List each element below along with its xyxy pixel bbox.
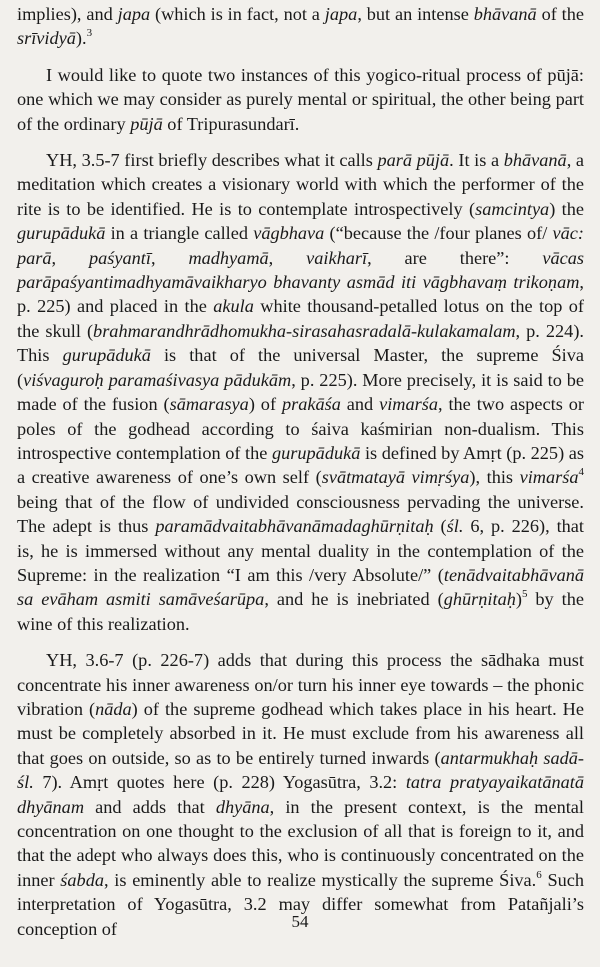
text-run: by the wine of this realization. xyxy=(17,589,584,634)
text-run: , are there”: xyxy=(367,247,543,268)
italic-term: svātmatayā vimṛśya xyxy=(321,467,470,488)
italic-term: paramādvaitabhāvanāmadaghūrṇitaḥ xyxy=(155,516,434,537)
text-run: , p. 225) and placed in the xyxy=(17,272,584,317)
text-run: ) xyxy=(515,589,522,610)
italic-term: vācas parāpaśyantimadhyamāvaikharyo bhavanty asmād iti vāgbhavaṃ trikoṇam xyxy=(17,247,585,293)
text-run: ). xyxy=(75,28,87,49)
text-run: and xyxy=(340,394,380,415)
text-run: . It is a xyxy=(449,150,504,171)
italic-term: vāgbhava xyxy=(253,223,325,244)
italic-term: śl. xyxy=(446,516,464,537)
text-run: of Tripurasundarī. xyxy=(162,113,300,134)
italic-term: dhyāna xyxy=(215,796,270,817)
text-run: and adds that xyxy=(84,796,216,817)
italic-term: paśyantī xyxy=(89,247,151,268)
italic-term: gurupādukā xyxy=(62,345,151,366)
text-run: 7). Amṛt quotes here (p. 228) Yogasūtra, 3.2: xyxy=(33,772,406,793)
italic-term: viśvaguroḥ paramaśivasya pādukām xyxy=(23,369,292,390)
italic-term: bhāvanā xyxy=(503,150,567,171)
italic-term: akula xyxy=(213,296,254,317)
text-run: in a triangle called xyxy=(105,223,254,244)
italic-term: pūjā xyxy=(130,113,163,134)
text-run: being that of the flow of undivided consciousness pervading the universe. The adept is thus xyxy=(17,491,584,537)
italic-term: madhyamā xyxy=(188,247,269,268)
text-run: , xyxy=(268,247,307,268)
italic-term: śabda xyxy=(60,869,104,890)
text-run: , xyxy=(150,247,189,268)
italic-term: vāc: parā xyxy=(17,223,584,268)
text-run: white thousand-petalled lotus on the top of the skull ( xyxy=(17,296,585,341)
text-run: ) of xyxy=(248,394,282,415)
italic-term: prakāśa xyxy=(281,394,341,415)
italic-term: parā pūjā xyxy=(377,150,450,171)
text-run: ), this xyxy=(469,467,520,488)
italic-term: sāmarasya xyxy=(169,394,249,415)
paragraph xyxy=(17,2,584,51)
italic-term: bhāvanā xyxy=(473,4,537,24)
footnote-marker: 6 xyxy=(536,868,542,881)
italic-term: nāda xyxy=(95,698,132,719)
paragraph xyxy=(17,63,584,136)
italic-term: tatra pratyayaikatānatā dhyānam xyxy=(17,772,584,817)
footnote-marker: 5 xyxy=(521,588,528,601)
text-run: (which is in fact, not a xyxy=(150,4,325,24)
text-run: ) the xyxy=(549,198,584,219)
text-run: , but an intense xyxy=(357,4,474,24)
text-run: YH, 3.5-7 first briefly describes what it calls xyxy=(46,150,378,171)
italic-term: japa xyxy=(117,4,151,24)
italic-term: tenādvaitabhāvanā sa evāham asmiti samāveśarūpa xyxy=(17,564,584,610)
text-run: of the xyxy=(536,4,584,24)
text-run: , the two aspects or poles of the godhead according to śaiva kaśmirian non-dualism. This introspective contemplation of the xyxy=(17,394,584,463)
italic-term: srīvidyā xyxy=(17,28,76,49)
text-run: YH, 3.6-7 (p. 226-7) adds that during this process the sādhaka must concentrate his inner awareness on/or turn his inner eye towards – the phonic vibration ( xyxy=(17,650,584,719)
italic-term: gurupādukā xyxy=(17,223,106,244)
page-number: 54 xyxy=(291,912,309,931)
text-run: ) of the supreme godhead which takes place in his heart. He must be completely absorbed in it. He must exclude from his awareness all that goes on outside, so as to be entirely turned inwards ( xyxy=(17,698,584,768)
italic-term: antarmukhaḥ sadā-śl. xyxy=(17,747,584,793)
italic-term: vaikharī xyxy=(306,247,368,268)
footnote-marker: 4 xyxy=(578,466,584,479)
text-run: , in the present context, is the mental concentration on one thought to the exclusion of all that is foreign to it, and that the adept who always does this, who is continuously concentrated on the inner xyxy=(17,796,584,890)
italic-term: vimarśa xyxy=(519,467,579,488)
text-run: ( xyxy=(433,516,447,537)
italic-term: gurupādukā xyxy=(272,442,361,463)
text-run: is that of the universal Master, the supreme Śiva ( xyxy=(17,345,584,390)
italic-term: ghūrṇitaḥ xyxy=(443,589,516,610)
italic-term: japa xyxy=(324,4,358,24)
paragraph xyxy=(17,148,584,636)
text-run: , p. 225). More precisely, it is said to be made of the fusion ( xyxy=(17,369,585,415)
text-run: , a meditation which creates a visionary world with which the performer of the rite is to be identified. He is to contemplate introspectively ( xyxy=(17,150,585,219)
text-run: implies), and xyxy=(17,4,118,24)
footnote-marker: 3 xyxy=(86,27,93,40)
text-run: , and he is inebriated ( xyxy=(264,589,444,610)
text-run: , is eminently able to realize mystically the supreme Śiva. xyxy=(103,869,537,890)
text-run: 6, p. 226), that is, he is immersed without any mental duality in the contemplation of the Supreme: in the realization “I am this /very Absolute/” ( xyxy=(17,516,584,585)
text-run: (“because the /four planes of/ xyxy=(324,223,553,244)
text-run: , xyxy=(51,247,90,268)
italic-term: samcintya xyxy=(475,198,550,219)
paragraph xyxy=(17,648,584,941)
text-run: , p. 224). This xyxy=(17,320,584,366)
italic-term: vimarśa xyxy=(379,394,438,415)
text-run: Such interpretation of Yogasūtra, 3.2 may differ somewhat from Patañjali’s conception of xyxy=(17,869,585,939)
text-run: I would like to quote two instances of this yogico-ritual process of pūjā: one which we may consider as purely mental or spiritual, the other being part of the ordinary xyxy=(17,64,584,134)
body-text xyxy=(17,2,584,941)
italic-term: brahmarandhrādhomukha-sirasahasradalā-kulakamalam xyxy=(93,320,516,341)
text-run: is defined by Amṛt (p. 225) as a creative awareness of one’s own self ( xyxy=(17,442,584,488)
